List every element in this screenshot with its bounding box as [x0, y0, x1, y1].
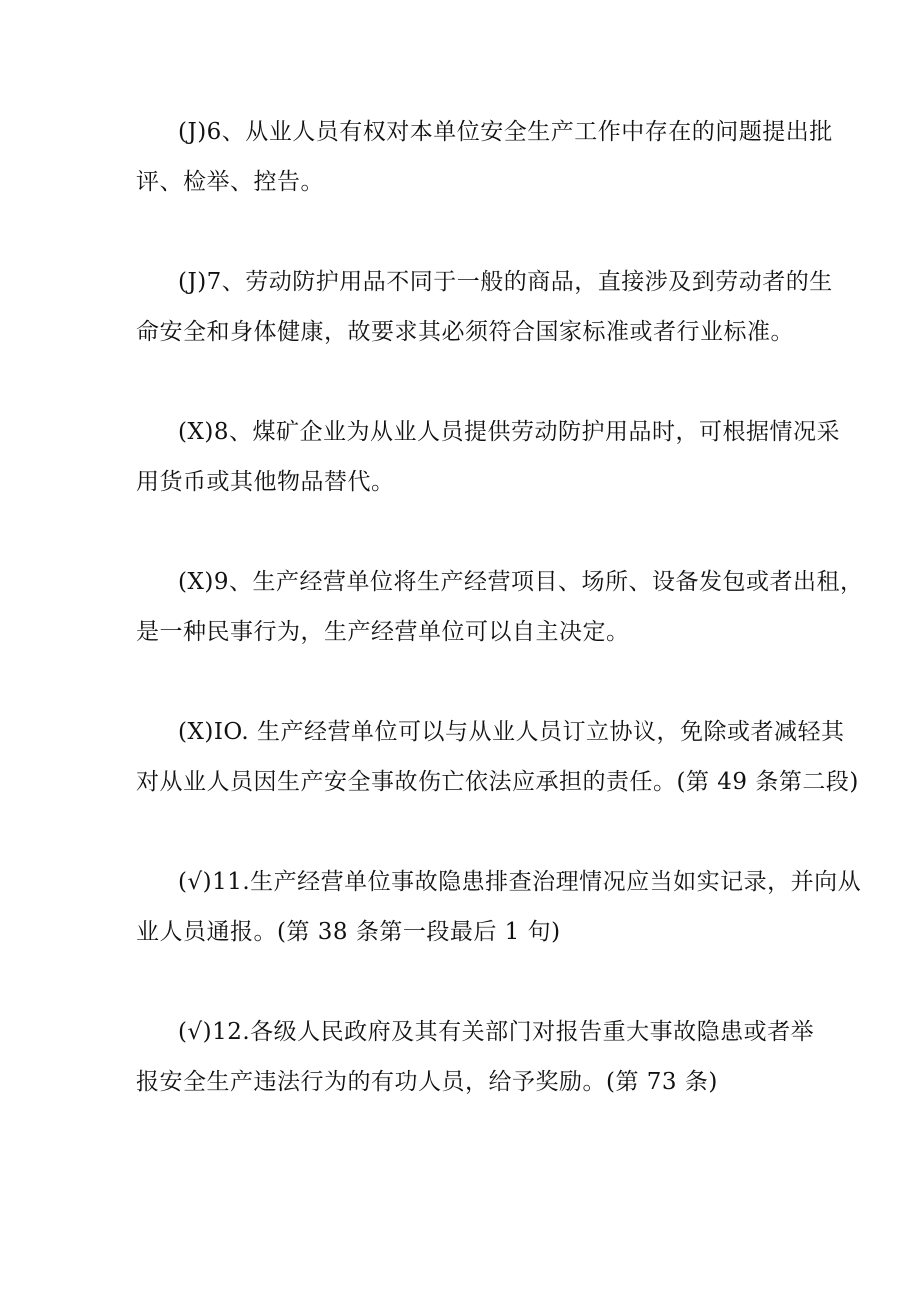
q12-line-1: (√)12.各级人民政府及其有关部门对报告重大事故隐患或者举: [178, 1019, 815, 1045]
q8-line-1: (X)8、煤矿企业为从业人员提供劳动防护用品时，可根据情况采: [178, 419, 840, 445]
q11-line-2: 业人员通报。(第 38 条第一段最后 1 句): [136, 919, 561, 945]
q11-line-1: (√)11.生产经营单位事故隐患排查治理情况应当如实记录，并向从: [178, 869, 862, 895]
q9-line-1: (X)9、生产经营单位将生产经营项目、场所、设备发包或者出租，: [178, 569, 864, 595]
q7-line-2: 命安全和身体健康，故要求其必须符合国家标准或者行业标准。: [136, 319, 794, 345]
q9-line-2: 是一种民事行为，生产经营单位可以自主决定。: [136, 619, 630, 645]
q12-line-2: 报安全生产违法行为的有功人员，给予奖励。(第 73 条): [136, 1069, 718, 1095]
q10-line-1: (X)IO. 生产经营单位可以与从业人员订立协议，免除或者减轻其: [178, 719, 845, 745]
q10-line-2: 对从业人员因生产安全事故伤亡依法应承担的责任。(第 49 条第二段): [136, 769, 859, 795]
q6-line-1: (J)6、从业人员有权对本单位安全生产工作中存在的问题提出批: [178, 119, 833, 145]
q7-line-1: (J)7、劳动防护用品不同于一般的商品，直接涉及到劳动者的生: [178, 269, 833, 295]
q6-line-2: 评、检举、控告。: [136, 169, 324, 195]
q8-line-2: 用货币或其他物品替代。: [136, 469, 395, 495]
